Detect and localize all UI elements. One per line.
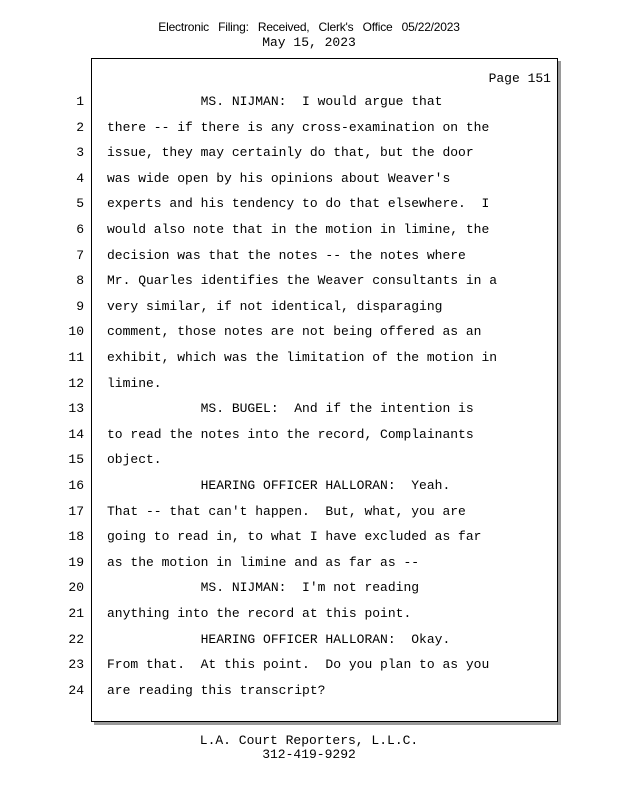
transcript-line	[0, 268, 618, 294]
transcript-line	[0, 499, 618, 525]
line-text: MS. NIJMAN: I'm not reading	[107, 580, 420, 596]
transcript-line	[0, 473, 618, 499]
transcript-line	[0, 627, 618, 653]
line-number: 12	[68, 375, 84, 391]
transcript-line	[0, 652, 618, 678]
line-number: 16	[68, 478, 84, 493]
transcript-line	[0, 601, 618, 627]
line-number: 22	[68, 631, 84, 647]
line-number: 13	[68, 401, 84, 417]
line-number: 10	[68, 324, 84, 340]
transcript-line	[0, 371, 618, 397]
transcript-line	[0, 140, 618, 166]
line-text: That -- that can't happen. But, what, you are	[107, 503, 466, 519]
transcript-line	[0, 166, 618, 192]
line-text: there -- if there is any cross-examination on the	[107, 119, 490, 135]
line-number: 9	[76, 298, 84, 314]
line-text: object.	[107, 452, 162, 468]
line-number: 5	[76, 196, 84, 212]
line-number: 18	[68, 529, 84, 545]
transcript-line	[0, 447, 618, 473]
line-text: From that. At this point. Do you plan to as you	[107, 657, 490, 673]
transcript-line	[0, 319, 618, 345]
line-text: are reading this transcript?	[107, 682, 326, 698]
transcript-line	[0, 550, 618, 576]
transcript-line	[0, 89, 618, 115]
transcript-line	[0, 115, 618, 141]
line-text: limine.	[107, 375, 162, 391]
transcript-date: May 15, 2023	[262, 35, 356, 50]
transcript-line	[0, 524, 618, 550]
line-text: HEARING OFFICER HALLORAN: Yeah.	[107, 478, 451, 493]
line-text: issue, they may certainly do that, but the door	[107, 145, 474, 161]
line-text: comment, those notes are not being offered as an	[107, 324, 482, 340]
line-number: 19	[68, 554, 84, 570]
line-number: 20	[68, 580, 84, 596]
line-text: Mr. Quarles identifies the Weaver consultants in a	[107, 273, 498, 289]
filing-stamp: Electronic Filing: Received, Clerk's Office 05/22/2023	[158, 20, 460, 34]
line-text: would also note that in the motion in limine, the	[107, 222, 490, 237]
line-text: exhibit, which was the limitation of the motion in	[107, 350, 498, 365]
line-text: decision was that the notes -- the notes where	[107, 247, 466, 263]
reporter-phone: 312-419-9292	[262, 747, 356, 762]
line-text: to read the notes into the record, Complainants	[107, 426, 474, 442]
transcript-line	[0, 575, 618, 601]
transcript-line	[0, 243, 618, 269]
line-text: MS. BUGEL: And if the intention is	[107, 401, 474, 417]
transcript-line	[0, 345, 618, 371]
line-number: 15	[68, 452, 84, 468]
line-number: 17	[68, 503, 84, 519]
line-text: as the motion in limine and as far as --	[107, 554, 420, 570]
line-number: 8	[76, 273, 84, 289]
line-number: 1	[76, 94, 84, 109]
line-text: very similar, if not identical, disparaging	[107, 298, 443, 314]
line-number: 24	[68, 682, 84, 698]
transcript-line	[0, 678, 618, 704]
line-text: MS. NIJMAN: I would argue that	[107, 94, 443, 109]
line-text: HEARING OFFICER HALLORAN: Okay.	[107, 631, 451, 647]
line-number: 4	[76, 170, 84, 186]
transcript-line	[0, 191, 618, 217]
line-text: was wide open by his opinions about Weaver's	[107, 170, 451, 186]
transcript-line	[0, 422, 618, 448]
line-number: 2	[76, 119, 84, 135]
line-text: going to read in, to what I have excluded as far	[107, 529, 482, 545]
line-number: 3	[76, 145, 84, 161]
reporter-company: L.A. Court Reporters, L.L.C.	[199, 733, 419, 748]
transcript-line	[0, 396, 618, 422]
line-number: 23	[68, 657, 84, 673]
transcript-line	[0, 217, 618, 243]
line-text: experts and his tendency to do that elsewhere. I	[107, 196, 490, 212]
transcript-line	[0, 294, 618, 320]
line-text: anything into the record at this point.	[107, 606, 412, 621]
line-number: 6	[76, 222, 84, 237]
line-number: 7	[76, 247, 84, 263]
line-number: 21	[68, 606, 84, 621]
line-number: 14	[68, 426, 84, 442]
page-number: Page 151	[488, 71, 551, 86]
line-number: 11	[68, 350, 84, 365]
